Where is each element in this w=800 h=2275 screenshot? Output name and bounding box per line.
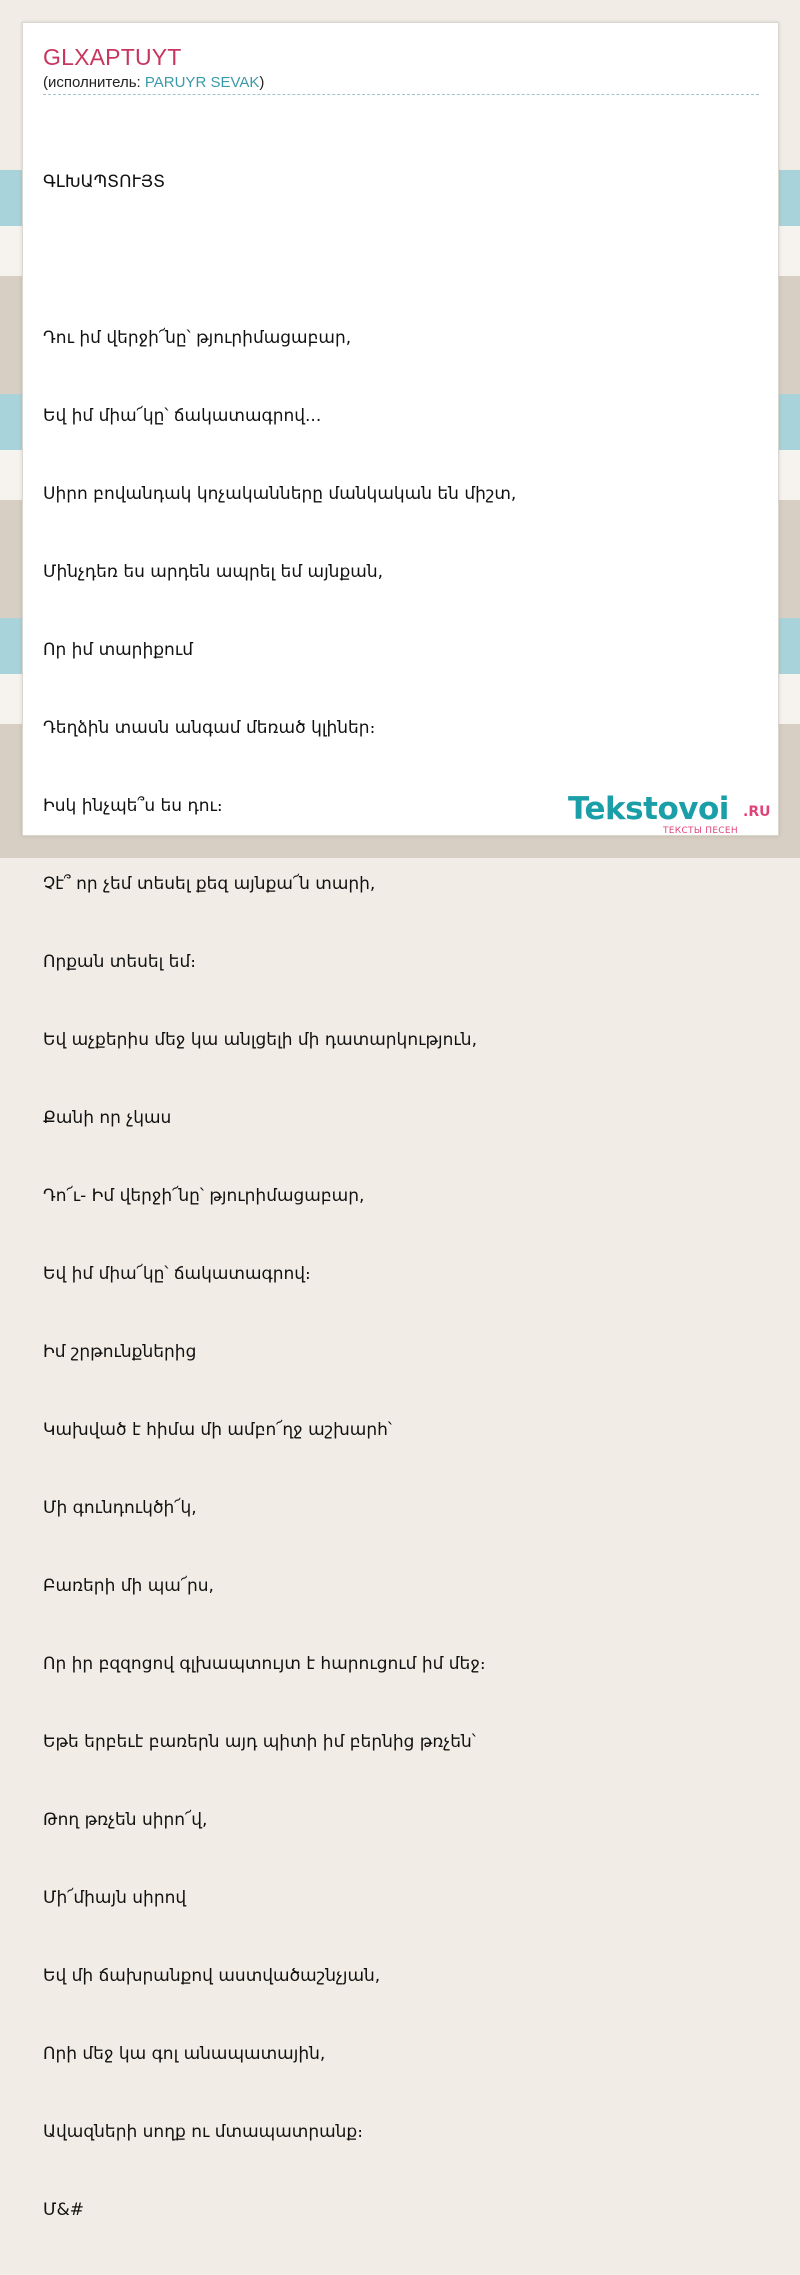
lyrics-card [22,22,779,2220]
lyrics-line: Սիրո բովանդակ կոչականները մանկական են միշտ, [43,484,517,504]
lyrics-line: Իսկ ինչպե՞ս ես դու։ [43,796,223,816]
lyrics-line: Մինչդեռ ես արդեն ապրել եմ այնքան, [43,562,384,582]
lyrics-line: Դու իմ վերջի՜նը՝ թյուրիմացաբար, [43,328,352,348]
lyrics-line: Եվ իմ միա՜կը՝ ճակատագրով... [43,406,322,426]
artist-suffix: ) [259,74,265,91]
title-divider [43,94,759,95]
logo-name: Tekstovoi [568,791,729,827]
logo-tld: .RU [743,804,771,820]
lyrics-line: Քանի որ չկաս [43,1108,172,1128]
lyrics-line: Դեղձին տասն անգամ մեռած կլիներ։ [43,718,376,738]
lyrics-line: Որքան տեսել եմ։ [43,952,196,972]
lyrics-line: Ավազների սողք ու մտապատրանք։ [43,2122,363,2142]
lyrics-line: Չէ՞ որ չեմ տեսել քեզ այնքա՜ն տարի, [43,874,376,894]
lyrics-line: Իմ շրթունքներից [43,1342,197,1362]
logo-tagline: ТЕКСТЫ ПЕСЕН [663,826,738,836]
lyrics-line: Դո՜ւ- Իմ վերջի՜նը՝ թյուրիմացաբար, [43,1186,365,1206]
lyrics-line: Կախված է հիմա մի ամբո՜ղջ աշխարհ՝ [43,1420,392,1440]
artist-line [43,74,264,91]
lyrics-line: Եվ իմ միա՜կը՝ ճակատագրով։ [43,1264,311,1284]
lyrics-line: Մի՜միայն սիրով [43,1888,187,1908]
artist-prefix: (исполнитель: [43,74,145,91]
lyrics-text [43,117,759,2275]
lyrics-line: Եվ աչքերիս մեջ կա անլցելի մի դատարկություն, [43,1030,477,1050]
lyrics-line: Բառերի մի պա՜րս, [43,1576,214,1596]
lyrics-line: Եվ մի ճախրանքով աստվածաշնչյան, [43,1966,381,1986]
lyrics-line: Թող թռչեն սիրո՜վ, [43,1810,208,1830]
lyrics-line [43,247,759,273]
lyrics-line: Որի մեջ կա գոլ անապատային, [43,2044,326,2064]
lyrics-line: Որ իմ տարիքում [43,640,193,660]
song-title: GLXAPTUYT [43,44,182,70]
artist-link[interactable]: PARUYR SEVAK [144,74,260,91]
lyrics-line: Եթե երբեւէ բառերն այդ պիտի իմ բերնից թռչեն՝ [43,1732,476,1752]
lyrics-line: ԳԼԽԱՊՏՈՒՅՏ [43,172,166,192]
lyrics-line: Մ&# [43,2200,84,2220]
site-logo[interactable] [568,791,780,837]
lyrics-line: Որ իր բզզոցով գլխապտույտ է հարուցում իմ մեջ։ [43,1654,486,1674]
lyrics-line: Մի գունդուկծի՜կ, [43,1498,197,1518]
